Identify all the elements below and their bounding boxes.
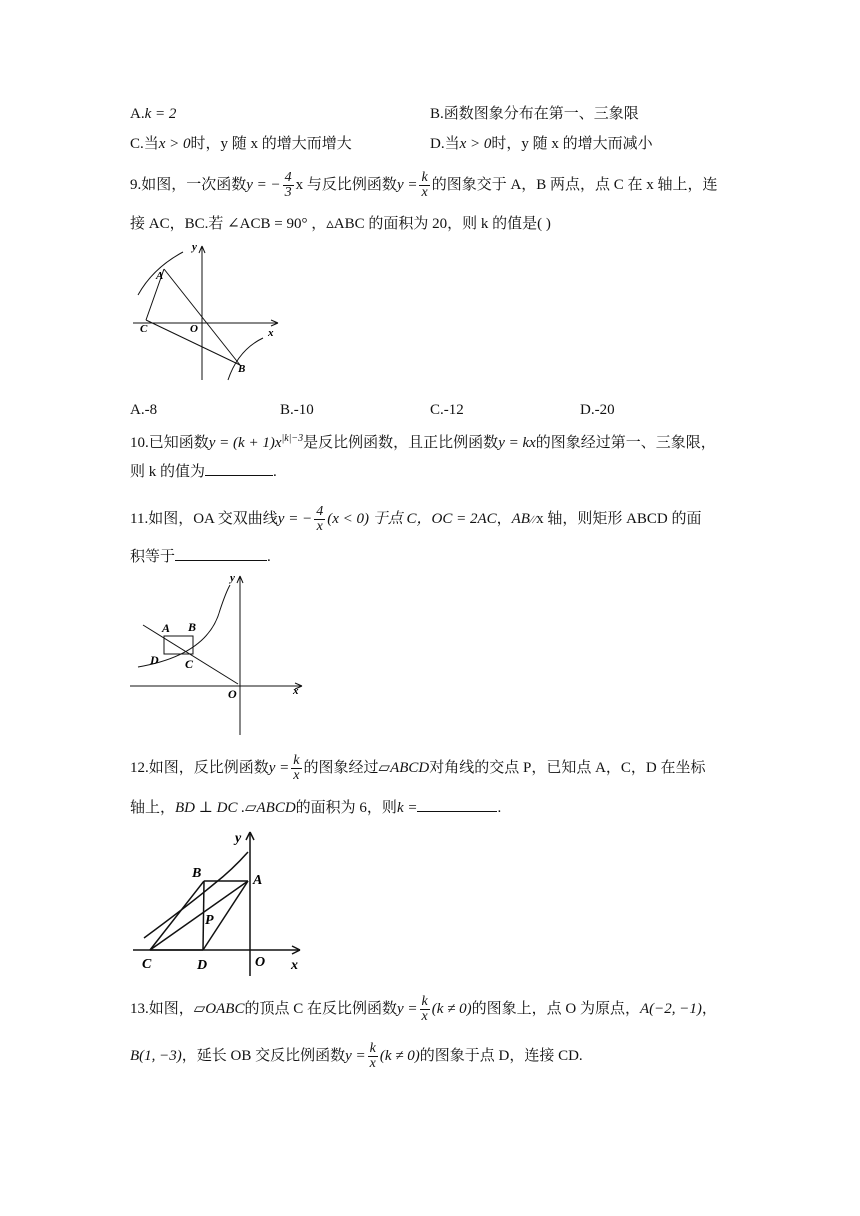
axis-label-y: y xyxy=(235,831,242,846)
q9-figure xyxy=(128,240,288,385)
axis-label-x: x xyxy=(293,685,299,697)
q8-option-b: B.函数图象分布在第一、三象限 xyxy=(430,106,639,122)
q12-stem-line1: 12.如图，反比例函数y = $\frac{k}{x}$ 的图象经过▱ABCD对角线的交点 P，已知点 A，C，D 在坐标 xyxy=(130,753,706,784)
axis-label-x: x xyxy=(291,958,298,973)
point-label-a: A xyxy=(253,873,263,888)
point-label-c: C xyxy=(185,657,194,671)
axis-label-y: y xyxy=(192,241,197,253)
point-label-c: C xyxy=(140,323,148,335)
q11-stem-line1: 11.如图，OA 交双曲线y = − $\frac{4}{x}$ (x < 0) 于点 C，OC = 2AC，AB//x 轴，则矩形 ABCD 的面 xyxy=(130,502,702,537)
answer-blank[interactable] xyxy=(417,797,497,812)
q10-stem-line2: 则 k 的值为 . xyxy=(130,461,277,483)
q9-stem-line1: 9.如图，一次函数y = − $\frac{4}{3}$ x 与反比例函数y = $\frac{k}{x}$ 的图象交于 A，B 两点，点 C 在 x 轴上，连 xyxy=(130,170,718,201)
point-label-o: O xyxy=(190,323,198,335)
q12-stem-line2: 轴上，BD ⊥ DC .▱ABCD的面积为 6，则k = . xyxy=(130,797,501,819)
axis-label-y: y xyxy=(230,572,235,584)
fraction: $\frac{4}{3}$ xyxy=(284,170,292,201)
q9-choice-c: C.-12 xyxy=(430,402,464,418)
point-label-p: P xyxy=(205,913,214,928)
point-label-b: B xyxy=(238,363,246,375)
point-label-d: D xyxy=(150,653,159,667)
q8-option-a: A.k = 2 xyxy=(130,106,177,122)
point-label-o: O xyxy=(228,687,237,701)
q10-stem-line1: 10.已知函数$y = (k + 1)x^{|k|-3}$是反比例函数，且正比例函数y = kx的图象经过第一、三象限， xyxy=(130,433,716,451)
axis-label-x: x xyxy=(268,327,274,339)
fraction: $\frac{k}{x}$ xyxy=(421,994,428,1025)
q8-option-c: C.当x > 0时，y 随 x 的增大而增大 xyxy=(130,136,352,152)
q12-figure xyxy=(128,826,308,976)
q13-stem-line2: B(1, −3)，延长 OB 交反比例函数y = $\frac{k}{x}$ (k ≠ 0)的图象于点 D，连接 CD. xyxy=(130,1041,583,1072)
point-label-b: B xyxy=(192,866,202,881)
point-label-a: A xyxy=(156,270,164,282)
point-label-d: D xyxy=(197,958,208,973)
q13-stem-line1: 13.如图，▱OABC的顶点 C 在反比例函数y = $\frac{k}{x}$ (k ≠ 0)的图象上，点 O 为原点，A(−2, −1)， xyxy=(130,994,717,1025)
q11-figure xyxy=(128,570,308,735)
q9-choice-a: A.-8 xyxy=(130,402,158,418)
q9-stem-line2: 接 AC，BC.若 ∠ACB = 90° ，▵ABC 的面积为 20，则 k 的值是( ) xyxy=(130,216,551,232)
fraction: $\frac{k}{x}$ xyxy=(293,753,300,784)
q9-choice-d: D.-20 xyxy=(580,402,615,418)
q8-option-d: D.当x > 0时，y 随 x 的增大而减小 xyxy=(430,136,653,152)
point-label-a: A xyxy=(162,621,171,635)
point-label-o: O xyxy=(255,955,266,970)
fraction: $\frac{k}{x}$ xyxy=(421,170,428,201)
answer-blank[interactable] xyxy=(175,546,267,561)
point-label-c: C xyxy=(142,957,152,972)
answer-blank[interactable] xyxy=(205,461,273,476)
point-label-b: B xyxy=(188,620,197,634)
q11-stem-line2: 积等于 . xyxy=(130,546,271,568)
fraction: $\frac{4}{x}$ xyxy=(316,504,324,535)
fraction: $\frac{k}{x}$ xyxy=(369,1041,376,1072)
parallel-symbol: // xyxy=(527,514,539,526)
q9-choice-b: B.-10 xyxy=(280,402,314,418)
